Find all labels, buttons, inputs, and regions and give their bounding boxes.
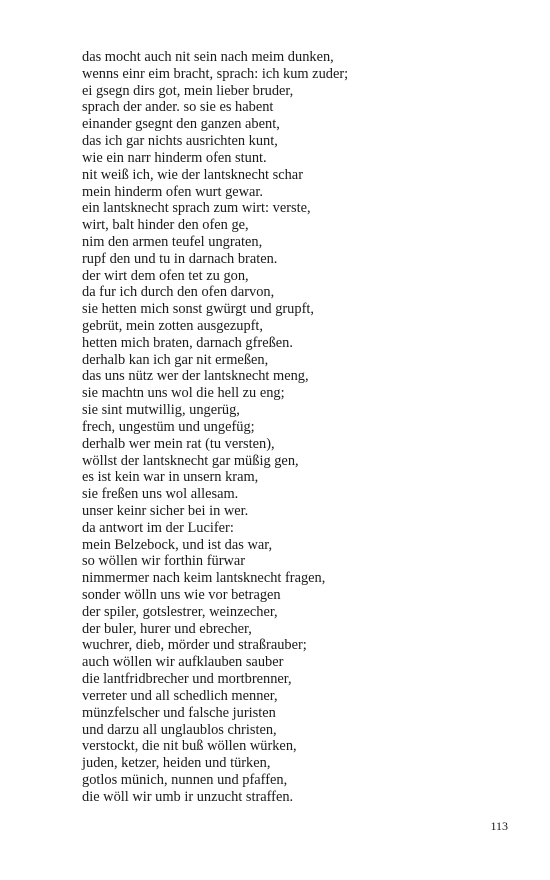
verse-line: wirt, balt hinder den ofen ge, — [82, 217, 249, 234]
verse-line: sonder wölln uns wie vor betragen — [82, 587, 281, 603]
verse-line: gebrüt, mein zotten ausgezupft, — [82, 318, 264, 334]
verse-line: und darzu all unglaublos christen, — [82, 721, 277, 738]
verse-line: sprach der ander. so sie es habent — [82, 99, 274, 116]
verse-line: derhalb kan ich gar nit ermeßen, — [82, 351, 269, 368]
verse-line: der wirt dem ofen tet zu gon, — [82, 267, 249, 284]
verse-line: sie sint mutwillig, ungerüg, — [82, 402, 240, 419]
verse-line: rupf den und tu in darnach braten. — [82, 250, 278, 267]
verse-line: wenns einr eim bracht, sprach: ich kum zuder; — [82, 65, 349, 82]
verse-line: verreter und all schedlich menner, — [82, 687, 278, 704]
verse-line: auch wöllen wir aufklauben sauber — [82, 654, 284, 671]
verse-line: so wöllen wir forthin fürwar — [82, 553, 246, 570]
verse-line: nimmermer nach keim lantsknecht fragen, — [82, 570, 326, 587]
verse-line: da fur ich durch den ofen darvon, — [82, 284, 275, 301]
verse-line: sie freßen uns wol allesam. — [82, 486, 239, 503]
verse-line: ei gsegn dirs got, mein lieber bruder, — [82, 82, 294, 99]
verse-line: sie hetten mich sonst gwürgt und grupft, — [82, 301, 314, 318]
verse-line: wie ein narr hinderm ofen stunt. — [82, 149, 267, 166]
page-number: 113 — [490, 819, 508, 833]
verse-line: die wöll wir umb ir unzucht straffen. — [82, 788, 294, 805]
verse-line: nit weiß ich, wie der lantsknecht schar — [82, 166, 303, 183]
verse-line: wöllst der lantsknecht gar müßig gen, — [82, 452, 299, 469]
verse-line: wuchrer, dieb, mörder und straßrauber; — [82, 637, 307, 654]
verse-line: der buler, hurer und ebrecher, — [82, 620, 252, 637]
verse-line: das uns nütz wer der lantsknecht meng, — [82, 368, 309, 385]
verse-line: es ist kein war in unsern kram, — [82, 469, 259, 486]
verse-line: das ich gar nichts ausrichten kunt, — [82, 133, 278, 150]
verse-text — [82, 49, 512, 806]
verse-line: münzfelscher und falsche juristen — [82, 704, 276, 721]
verse-line: sie machtn uns wol die hell zu eng; — [82, 385, 285, 402]
verse-line: ein lantsknecht sprach zum wirt: verste, — [82, 200, 311, 217]
verse-line: verstockt, die nit buß wöllen würken, — [82, 738, 297, 755]
verse-line: derhalb wer mein rat (tu versten), — [82, 435, 275, 452]
verse-line: hetten mich braten, darnach gfreßen. — [82, 334, 293, 351]
verse-line: juden, ketzer, heiden und türken, — [82, 755, 271, 772]
verse-line: unser keinr sicher bei in wer. — [82, 502, 249, 519]
verse-line: der spiler, gotslestrer, weinzecher, — [82, 603, 278, 620]
verse-line: frech, ungestüm und ungefüg; — [82, 418, 255, 435]
verse-line: da antwort im der Lucifer: — [82, 519, 234, 536]
verse-line: einander gsegnt den ganzen abent, — [82, 116, 280, 133]
verse-line: mein Belzebock, und ist das war, — [82, 536, 273, 553]
verse-line: nim den armen teufel ungraten, — [82, 233, 263, 250]
verse-line: die lantfridbrecher und mortbrenner, — [82, 671, 292, 688]
verse-line: mein hinderm ofen wurt gewar. — [82, 183, 264, 200]
verse-line: das mocht auch nit sein nach meim dunken, — [82, 49, 334, 65]
verse-line: gotlos münich, nunnen und pfaffen, — [82, 771, 288, 788]
